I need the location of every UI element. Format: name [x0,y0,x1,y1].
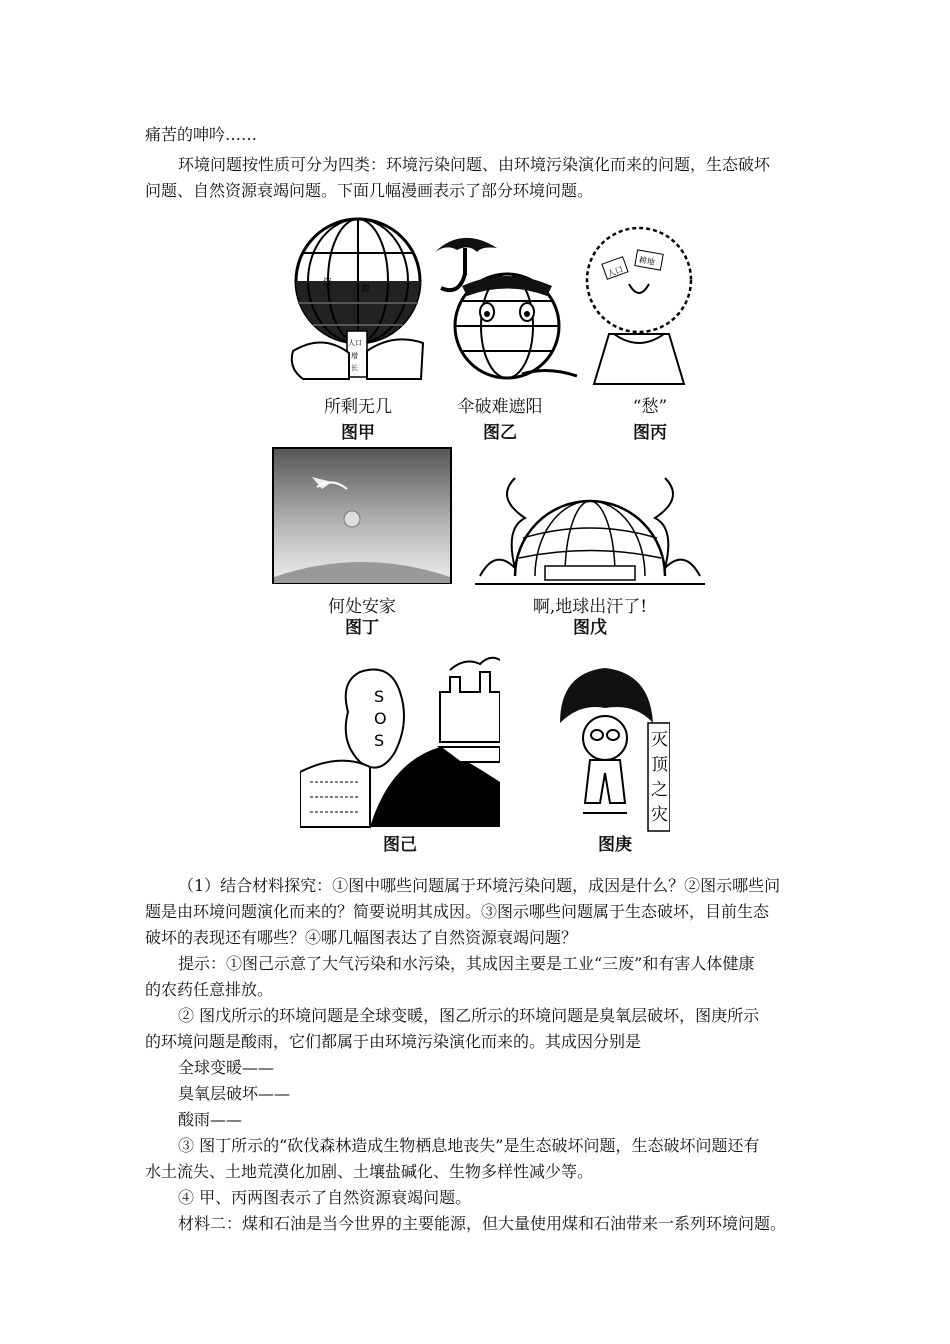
figure-inner-text: 资 [323,278,333,288]
figure-caption: 啊,地球出汗了! [532,597,648,617]
cartoon-resources-globe [283,213,433,383]
sos-letter: S [374,687,385,706]
text-line: 痛苦的呻吟…… [145,125,258,144]
text-line: 酸雨—— [178,1110,243,1129]
figure-caption: 所剩无几 [324,397,392,417]
figure-label: 图乙 [483,423,517,443]
figure-caption: 伞破难遮阳 [457,397,543,417]
figure-inner-text: 增 [351,352,358,360]
text-line: ② 图戊所示的环境问题是全球变暖，图乙所示的环境问题是臭氧层破坏，图庚所示 [178,1006,760,1025]
text-line: 环境问题按性质可分为四类：环境污染问题、由环境污染演化而来的问题，生态破坏 [178,155,771,174]
figure-label: 图庚 [598,835,632,855]
figure-side-text: 灾 [651,805,668,825]
cartoon-crystal-ball [584,222,694,387]
text-line: 的农药任意排放。 [145,980,274,999]
text-line: ③ 图丁所示的“砍伐森林造成生物栖息地丧失”是生态破坏问题，生态破坏问题还有 [178,1136,760,1155]
figure-label: 图甲 [341,423,375,443]
cartoon-sweating-earth [475,458,705,588]
text-line: 全球变暖—— [178,1058,275,1077]
figure-inner-text: 人口 [348,339,362,347]
figure-side-text: 之 [651,780,668,800]
text-line: 提示：①图己示意了大气污染和水污染，其成因主要是工业“三废”和有害人体健康 [178,954,755,973]
figure-inner-text: 耕地 [638,255,656,267]
figure-label: 图丁 [345,618,379,638]
figure-side-text: 顶 [651,755,668,775]
figure-inner-text: 人口 [606,264,625,279]
cartoon-acid-rain [555,663,670,835]
figure-caption: “愁” [632,397,668,417]
sos-letter: O [374,709,387,728]
text-line: 的环境问题是酸雨，它们都属于由环境污染演化而来的。其成因分别是 [145,1032,642,1051]
figure-side-text: 灭 [651,730,668,750]
text-line: 水土流失、土地荒漠化加剧、土壤盐碱化、生物多样性减少等。 [145,1162,594,1181]
text-line: 题是由环境问题演化而来的？简要说明其成因。③图示哪些问题属于生态破坏，目前生态 [145,902,770,921]
cartoon-bird-habitat [272,447,452,584]
figure-inner-text: 长 [351,364,358,372]
text-line: （1）结合材料探究：①图中哪些问题属于环境污染问题，成因是什么？②图示哪些问 [178,876,781,895]
figure-label: 图己 [383,835,417,855]
figure-label: 图丙 [633,423,667,443]
cartoon-ozone-globe [427,226,582,386]
figure-caption: 何处安家 [328,597,396,617]
figure-inner-text: 源 [361,284,371,294]
text-line: 材料二：煤和石油是当今世界的主要能源，但大量使用煤和石油带来一系列环境问题。 [178,1214,787,1233]
text-line: 破坏的表现还有哪些？④哪几幅图表达了自然资源衰竭问题？ [145,928,578,947]
text-line: ④ 甲、丙两图表示了自然资源衰竭问题。 [178,1188,472,1207]
text-line: 臭氧层破坏—— [178,1084,291,1103]
cartoon-pollution-sos [300,652,500,830]
text-line: 问题、自然资源衰竭问题。下面几幅漫画表示了部分环境问题。 [145,181,594,200]
sos-letter: S [374,731,385,750]
figure-label: 图戊 [573,618,607,638]
